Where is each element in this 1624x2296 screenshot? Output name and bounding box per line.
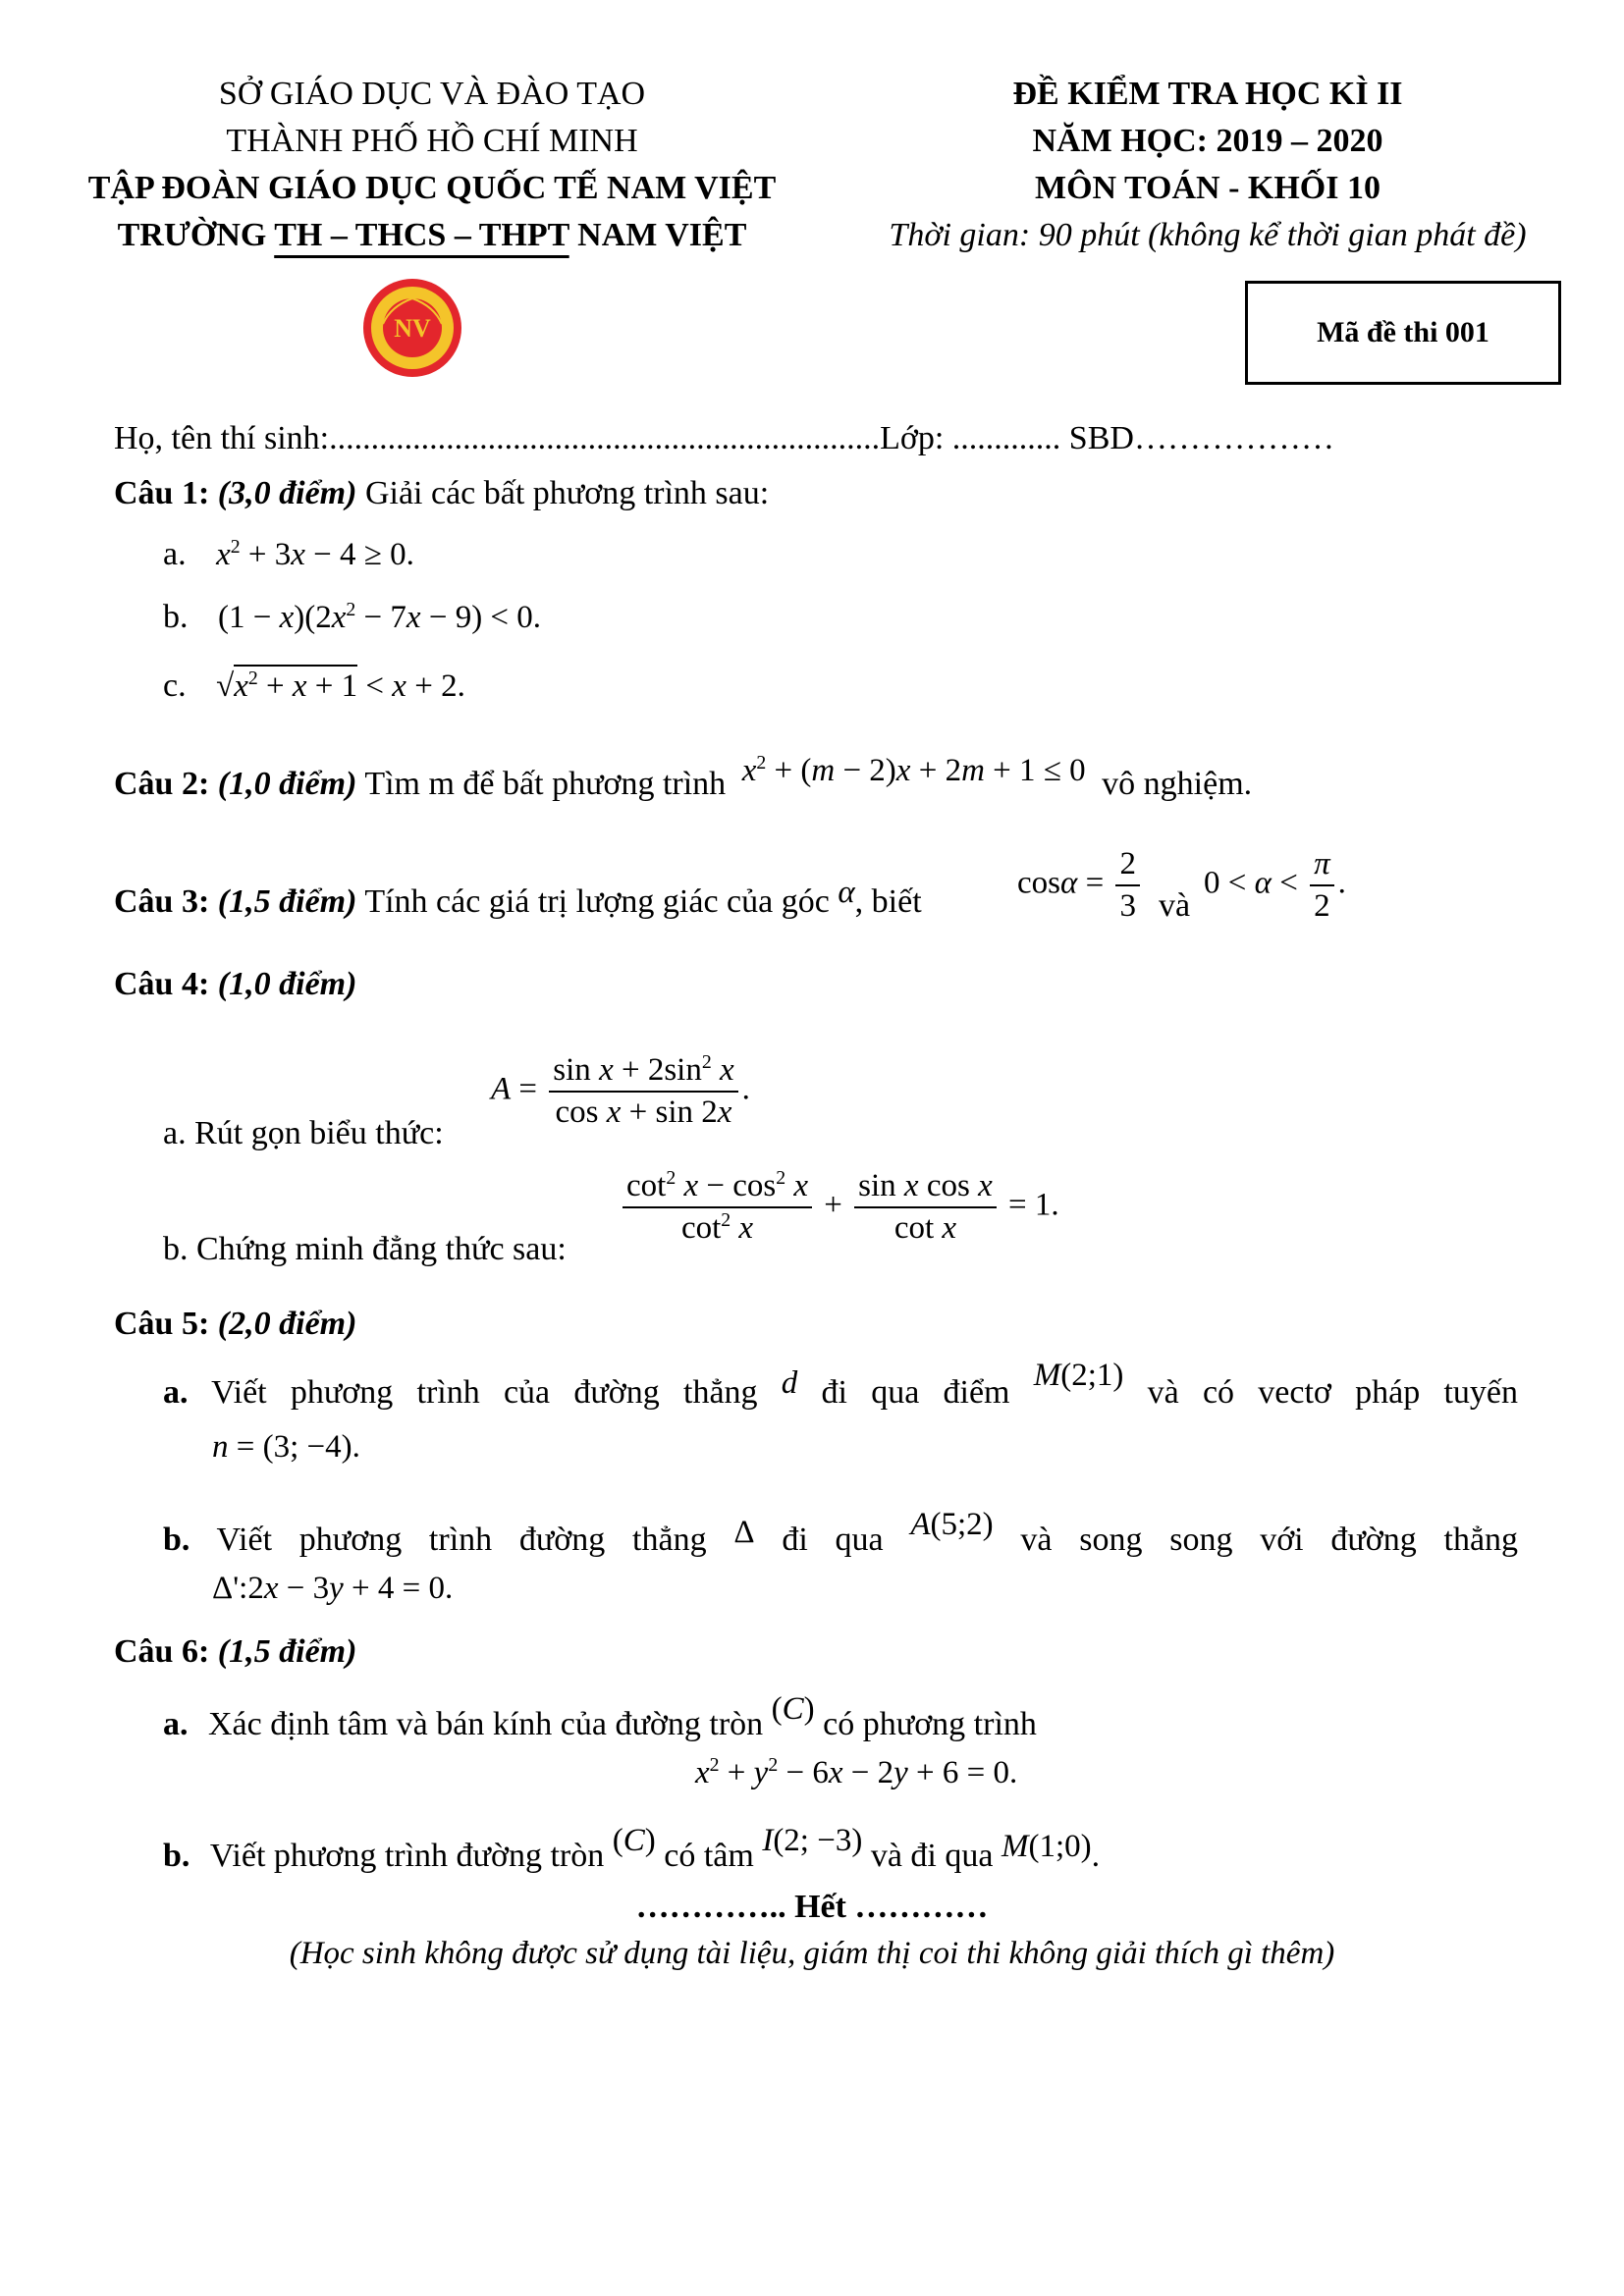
q1-b-label: b. [163, 599, 189, 635]
question-5-heading [114, 1306, 356, 1343]
q3-and: và [1159, 887, 1191, 924]
q5-a-text-1: Viết phương trình của đường thẳng [211, 1374, 758, 1411]
question-1-heading [114, 475, 769, 512]
q6-points: (1,5 điểm) [217, 1633, 357, 1670]
q2-tail: vô nghiệm. [1102, 766, 1253, 802]
q3-range-condition: 0 < α < $\frac{\pi}{2}$ . [1204, 846, 1346, 924]
q3-points: (1,5 điểm) [217, 883, 357, 920]
q2-points: (1,0 điểm) [217, 766, 357, 802]
question-6-heading [114, 1633, 356, 1671]
q4-a-expression: A = $\frac{\sin x + 2\sin^2 x}{\text{cos x + sin 2x}}$ . [491, 1051, 750, 1130]
subject: MÔN TOÁN - KHỐI 10 [1035, 170, 1380, 206]
q3-label: Câu 3: [114, 883, 210, 920]
q5-a-text-3: và có vectơ pháp tuyến [1147, 1374, 1518, 1411]
q2-label: Câu 2: [114, 766, 210, 802]
group-name: TẬP ĐOÀN GIÁO DỤC QUỐC TẾ NAM VIỆT [87, 170, 777, 206]
q1-c-label: c. [163, 667, 187, 704]
q5-label: Câu 5: [114, 1306, 210, 1342]
question-3: Câu 3: (1,5 điểm) Tính các giá trị lượng giác của góc α, biết [114, 875, 922, 920]
school-logo [361, 277, 463, 379]
q6-item-a: a. Xác định tâm và bán kính của đường tròn (C) có phương trình [163, 1691, 1037, 1742]
q5-b-text-2: đi qua [782, 1522, 884, 1558]
q6-a-label: a. [163, 1706, 189, 1742]
logo-text: NV [394, 314, 431, 343]
q3-cos-condition: cosα = $\frac{2}{3}$ [1017, 846, 1144, 925]
q1-label: Câu 1: [114, 475, 210, 511]
q4-label: Câu 4: [114, 966, 210, 1002]
q6-label: Câu 6: [114, 1633, 210, 1670]
exam-code-box [1245, 281, 1561, 385]
q6-b-text-3: và đi qua [870, 1838, 994, 1874]
q5-points: (2,0 điểm) [217, 1306, 357, 1342]
q4-b-identity: $\frac{\cot^2 x - \cos^2 x}{\cot^2 x}$ + $\frac{\text{sin x cos x}}{\text{cot x}}$ = 1. [619, 1168, 1059, 1247]
school-year: NĂM HỌC: 2019 – 2020 [1032, 123, 1383, 159]
q6-b-text-1: Viết phương trình đường tròn [209, 1838, 605, 1874]
q1-a-label: a. [163, 536, 187, 572]
q5-item-b: b. Viết phương trình đường thẳng Δ đi qua A(5;2) và song song với đường thẳng [163, 1507, 1519, 1558]
q6-b-text-2: có tâm [664, 1838, 754, 1874]
q6-b-label: b. [163, 1838, 190, 1874]
dept-line-1: SỞ GIÁO DỤC VÀ ĐÀO TẠO [218, 76, 646, 112]
q5-a-normal-vector: n = (3; −4). [212, 1429, 360, 1465]
student-info-line: Họ, tên thí sinh:..................................................................Lớp: ............. SBD……………… [114, 420, 1334, 456]
q5-a-label: a. [163, 1374, 189, 1411]
school-name [59, 212, 805, 259]
q5-b-text-1: Viết phương trình đường thẳng [216, 1522, 707, 1558]
question-4-heading [114, 966, 356, 1003]
exam-title: ĐỀ KIỂM TRA HỌC KÌ II [1012, 76, 1403, 112]
school-underlined: TH – THCS – THPT [274, 217, 569, 253]
q1-item-a: a. $x^2 + 3x - 4 \ge 0$. [163, 536, 414, 572]
q5-a-text-2: đi qua điểm [821, 1374, 1010, 1411]
q6-a-text-2: có phương trình [823, 1706, 1037, 1742]
duration: Thời gian: 90 phút (không kể thời gian phát đề) [889, 217, 1527, 253]
q6-item-b: b. Viết phương trình đường tròn (C) có tâm I(2; −3) và đi qua M(1;0). [163, 1823, 1101, 1874]
q5-item-a: a. Viết phương trình của đường thẳng d đi qua điểm M(2;1) và có vectơ pháp tuyến [163, 1358, 1518, 1411]
q4-item-b: b. Chứng minh đẳng thức sau: [163, 1231, 567, 1267]
q1-item-b: b. $(1 - x)(2x^2 - 7x - 9) < 0$. [163, 599, 542, 635]
q6-a-text-1: Xác định tâm và bán kính của đường tròn [208, 1706, 764, 1742]
exam-code: Mã đề thi 001 [1317, 316, 1489, 348]
dept-line-2: THÀNH PHỐ HỒ CHÍ MINH [226, 123, 638, 159]
q5-b-text-3: và song song với đường thẳng [1020, 1522, 1519, 1558]
q5-b-line-equation: Δ':2x − 3y + 4 = 0. [212, 1571, 454, 1606]
q1-item-c: c. $√x^2 + x + 1 < x + 2$. [163, 667, 465, 705]
q5-b-label: b. [163, 1522, 190, 1558]
school-suffix: NAM VIỆT [568, 217, 747, 253]
header-right [815, 71, 1600, 259]
school-prefix: TRƯỜNG [117, 217, 275, 253]
end-marker: ………….. Hết ………… [635, 1889, 989, 1925]
q3-mid: , biết [854, 883, 922, 920]
question-2: Câu 2: (1,0 điểm) Tìm m để bất phương trình $x^2 + (m - 2)x + 2m + 1 \le 0$ vô nghiệm. [114, 752, 1253, 802]
q4-item-a: a. Rút gọn biểu thức: [163, 1115, 444, 1151]
header-left [59, 71, 805, 259]
q6-a-circle-equation: $x^2 + y^2 - 6x - 2y + 6 = 0$. [695, 1754, 1018, 1790]
q2-text: Tìm m để bất phương trình [364, 766, 727, 802]
q4-points: (1,0 điểm) [217, 966, 357, 1002]
q1-text: Giải các bất phương trình sau: [356, 475, 770, 511]
q1-points: (3,0 điểm) [217, 475, 357, 511]
footer-note: (Học sinh không được sử dụng tài liệu, giám thị coi thi không giải thích gì thêm) [289, 1936, 1335, 1971]
q3-text: Tính các giá trị lượng giác của góc [364, 883, 830, 920]
